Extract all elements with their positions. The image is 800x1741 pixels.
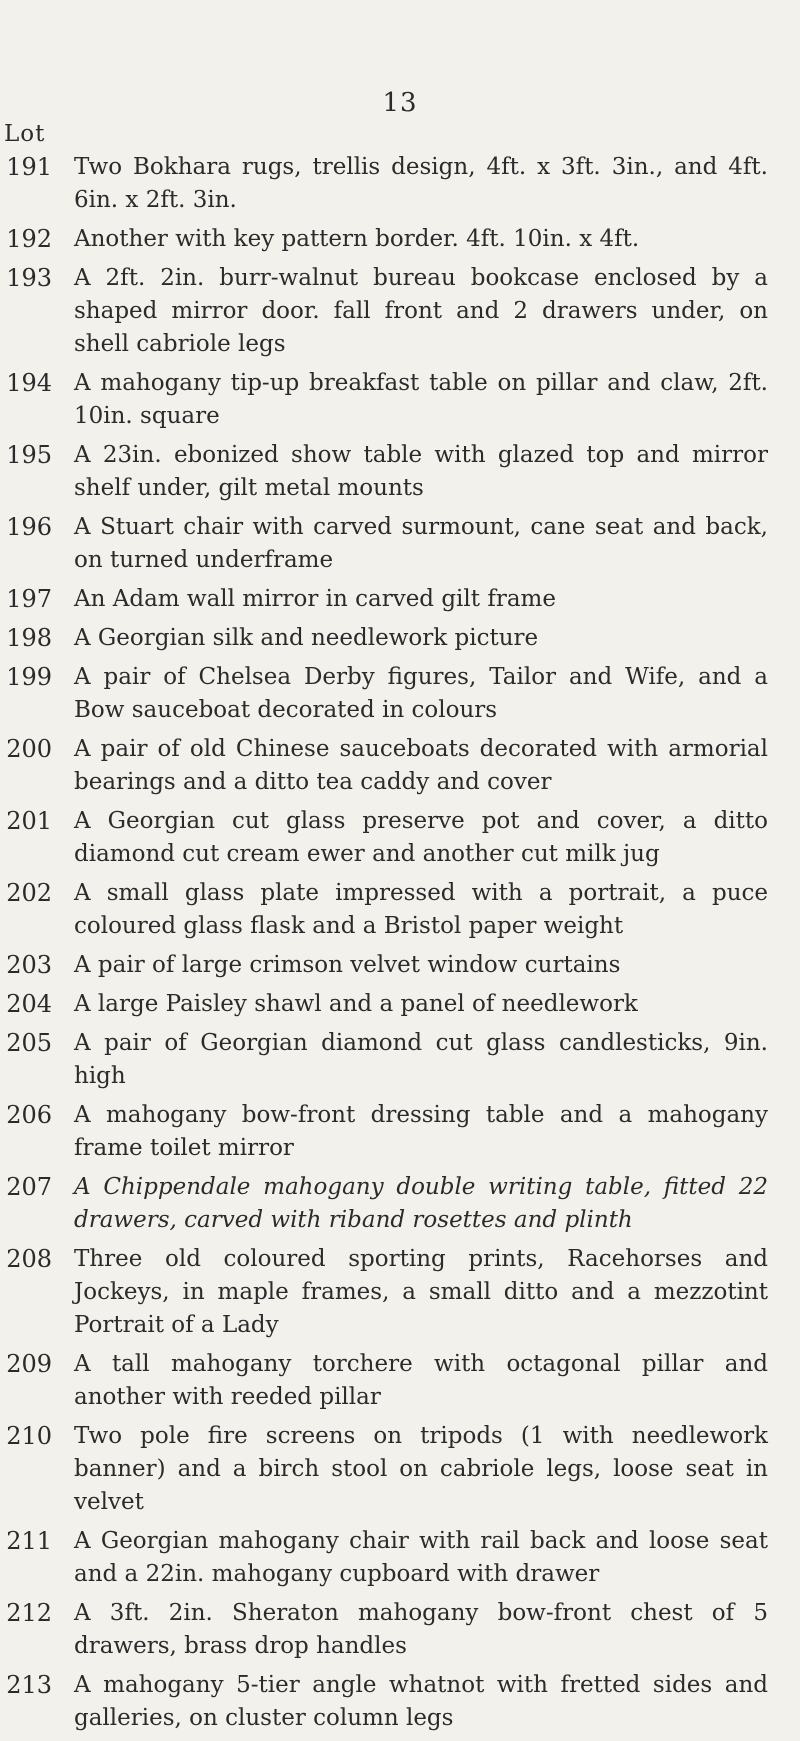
- lot-number: 194: [6, 369, 52, 397]
- lot-list: [0, 151, 800, 1741]
- lot-number: 211: [6, 1527, 52, 1555]
- lot-description: A 2ft. 2in. burr-walnut bureau bookcase enclosed by a shaped mirror door. fall front and 2 drawers under, on shell cabriole legs: [74, 265, 768, 357]
- lot-entry: [0, 223, 800, 256]
- lot-number: 200: [6, 735, 52, 763]
- lot-entry: [0, 661, 800, 727]
- lot-description: A Georgian silk and needlework picture: [74, 625, 539, 651]
- lot-entry: [0, 1099, 800, 1165]
- lot-number: 208: [6, 1245, 52, 1273]
- lot-description: A mahogany bow-front dressing table and a mahogany frame toilet mirror: [74, 1102, 768, 1161]
- lot-description: A Georgian cut glass preserve pot and cover, a ditto diamond cut cream ewer and another cut milk jug: [74, 808, 768, 867]
- lot-entry: [0, 733, 800, 799]
- lot-number: 197: [6, 585, 52, 613]
- lot-entry: [0, 511, 800, 577]
- lot-entry: [0, 949, 800, 982]
- lot-number: 203: [6, 951, 52, 979]
- lot-entry: [0, 805, 800, 871]
- lot-description: A 23in. ebonized show table with glazed top and mirror shelf under, gilt metal mounts: [74, 442, 768, 501]
- lot-number: 206: [6, 1101, 52, 1129]
- lot-number: 207: [6, 1173, 52, 1201]
- lot-number: 209: [6, 1350, 52, 1378]
- lot-number: 201: [6, 807, 52, 835]
- page-number: 13: [382, 88, 418, 118]
- lot-description: A pair of large crimson velvet window curtains: [74, 952, 621, 978]
- lot-description: A pair of Georgian diamond cut glass candlesticks, 9in. high: [74, 1030, 768, 1089]
- lot-description: An Adam wall mirror in carved gilt frame: [74, 586, 556, 612]
- lot-number: 213: [6, 1671, 52, 1699]
- lot-number: 202: [6, 879, 52, 907]
- lot-description: Another with key pattern border. 4ft. 10in. x 4ft.: [74, 226, 640, 252]
- lot-number: 199: [6, 663, 52, 691]
- lot-description: Three old coloured sporting prints, Racehorses and Jockeys, in maple frames, a small ditto and a mezzotint Portrait of a Lady: [74, 1246, 768, 1338]
- lot-entry: [0, 1243, 800, 1342]
- lot-entry: [0, 151, 800, 217]
- lot-description: A small glass plate impressed with a portrait, a puce coloured glass flask and a Bristol paper weight: [74, 880, 768, 939]
- lot-number: 195: [6, 441, 52, 469]
- lot-description: Two pole fire screens on tripods (1 with needlework banner) and a birch stool on cabriole legs, loose seat in velvet: [74, 1423, 768, 1515]
- lot-description: A Georgian mahogany chair with rail back and loose seat and a 22in. mahogany cupboard with drawer: [74, 1528, 768, 1587]
- lot-entry: [0, 1525, 800, 1591]
- lot-description: A mahogany 5-tier angle whatnot with fretted sides and galleries, on cluster column legs: [74, 1672, 768, 1731]
- lot-number: 198: [6, 624, 52, 652]
- lot-number: 191: [6, 153, 52, 181]
- lot-column-header: Lot: [4, 121, 46, 147]
- lot-entry: [0, 1597, 800, 1663]
- lot-description: A Chippendale mahogany double writing table, fitted 22 drawers, carved with riband rosettes and plinth: [74, 1174, 768, 1233]
- lot-number: 210: [6, 1422, 52, 1450]
- lot-number: 204: [6, 990, 52, 1018]
- lot-entry: [0, 1669, 800, 1735]
- lot-entry: [0, 1171, 800, 1237]
- lot-description: A tall mahogany torchere with octagonal pillar and another with reeded pillar: [74, 1351, 768, 1410]
- lot-number: 212: [6, 1599, 52, 1627]
- lot-entry: [0, 367, 800, 433]
- lot-entry: [0, 1348, 800, 1414]
- lot-number: 205: [6, 1029, 52, 1057]
- lot-description: A pair of Chelsea Derby figures, Tailor and Wife, and a Bow sauceboat decorated in colours: [74, 664, 768, 723]
- lot-entry: [0, 1420, 800, 1519]
- lot-description: A pair of old Chinese sauceboats decorated with armorial bearings and a ditto tea caddy and cover: [74, 736, 768, 795]
- lot-entry: [0, 622, 800, 655]
- lot-entry: [0, 262, 800, 361]
- lot-number: 193: [6, 264, 52, 292]
- lot-number: 192: [6, 225, 52, 253]
- lot-number: 196: [6, 513, 52, 541]
- lot-description: A mahogany tip-up breakfast table on pillar and claw, 2ft. 10in. square: [74, 370, 768, 429]
- lot-entry: [0, 583, 800, 616]
- lot-description: Two Bokhara rugs, trellis design, 4ft. x 3ft. 3in., and 4ft. 6in. x 2ft. 3in.: [74, 154, 768, 213]
- lot-entry: [0, 988, 800, 1021]
- lot-description: A large Paisley shawl and a panel of needlework: [74, 991, 638, 1017]
- lot-description: A Stuart chair with carved surmount, cane seat and back, on turned underframe: [74, 514, 768, 573]
- lot-entry: [0, 877, 800, 943]
- lot-entry: [0, 439, 800, 505]
- lot-entry: [0, 1027, 800, 1093]
- lot-description: A 3ft. 2in. Sheraton mahogany bow-front chest of 5 drawers, brass drop handles: [74, 1600, 768, 1659]
